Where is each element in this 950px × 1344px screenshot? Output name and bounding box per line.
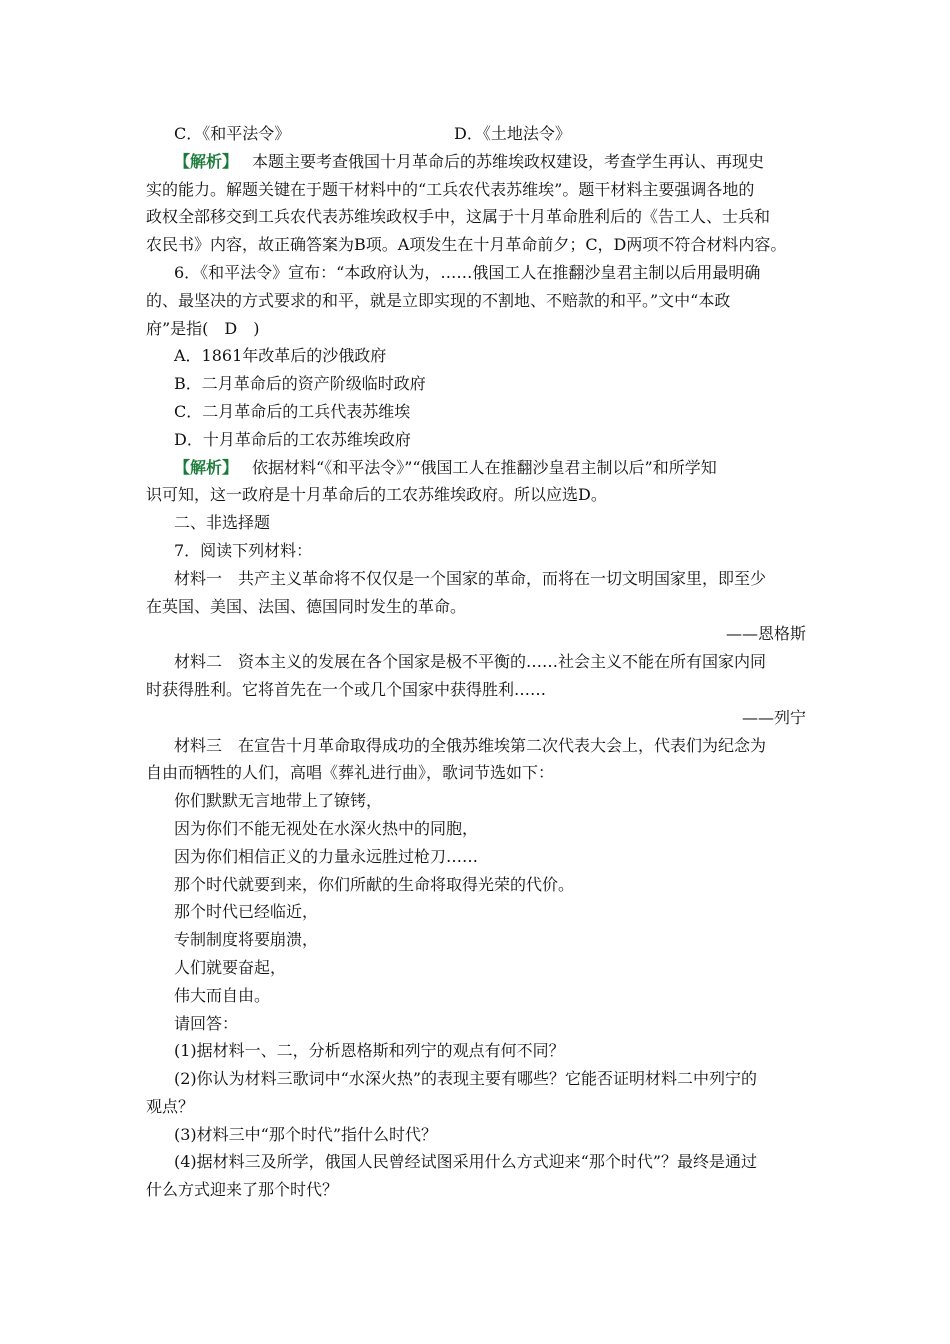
q6-analysis-line-1 xyxy=(146,454,806,482)
analysis-tag: 【解析】 xyxy=(174,457,239,477)
lyric-line: 你们默默无言地带上了镣铐， xyxy=(174,791,383,811)
q7-intro: 7．阅读下列材料： xyxy=(174,540,313,560)
material-2-source: ——列宁 xyxy=(741,707,806,727)
q5-option-d: D．《土地法令》 xyxy=(454,124,571,143)
material-3-line-2: 自由而牺牲的人们，高唱《葬礼进行曲》，歌词节选如下： xyxy=(146,763,555,783)
q7-question-4-line-1: (4)据材料三及所学，俄国人民曾经试图采用什么方式迎来“那个时代”？最终是通过 xyxy=(174,1152,758,1172)
q6-analysis-line-2: 识可知，这一政府是十月革命后的工农苏维埃政府。所以应选D。 xyxy=(146,485,607,505)
analysis-text: 本题主要考查俄国十月革命后的苏维埃政权建设，考查学生再认、再现史 xyxy=(252,151,765,171)
analysis-text: 依据材料“《和平法令》”“俄国工人在推翻沙皇君主制以后”和所学知 xyxy=(252,457,717,477)
document-page xyxy=(146,120,806,1204)
q5-analysis-line-4: 农民书》内容，故正确答案为B项。A项发生在十月革命前夕；C，D两项不符合材料内容。 xyxy=(146,235,787,255)
section-title: 二、非选择题 xyxy=(174,513,271,533)
lyric-line: 因为你们不能无视处在水深火热中的同胞， xyxy=(174,818,479,838)
q5-analysis-line-2: 实的能力。解题关键在于题干材料中的“工兵农代表苏维埃”。题干材料主要强调各地的 xyxy=(146,179,755,199)
lyric-line: 伟大而自由。 xyxy=(174,985,271,1005)
material-3-line-1: 材料三 在宣告十月革命取得成功的全俄苏维埃第二次代表大会上，代表们为纪念为 xyxy=(174,735,767,755)
material-1-line-2: 在英国、美国、法国、德国同时发生的革命。 xyxy=(146,596,467,616)
q7-question-2-line-2: 观点？ xyxy=(146,1096,195,1116)
q5-analysis-line-1 xyxy=(146,148,806,176)
q7-question-1: (1)据材料一、二，分析恩格斯和列宁的观点有何不同？ xyxy=(174,1041,565,1061)
material-1-source: ——恩格斯 xyxy=(725,624,806,644)
material-1-line-1: 材料一 共产主义革命将不仅仅是一个国家的革命，而将在一切文明国家里，即至少 xyxy=(174,568,767,588)
q7-question-2-line-1: (2)你认为材料三歌词中“水深火热”的表现主要有哪些？它能否证明材料二中列宁的 xyxy=(174,1069,758,1089)
q6-stem-line-3: 府”是指( D ) xyxy=(146,318,260,338)
lyric-line: 专制制度将要崩溃， xyxy=(174,930,319,950)
q6-option-b: B．二月革命后的资产阶级临时政府 xyxy=(174,374,426,394)
analysis-tag: 【解析】 xyxy=(174,151,239,171)
q5-option-c: C．《和平法令》 xyxy=(174,124,291,143)
material-2-line-2: 时获得胜利。它将首先在一个或几个国家中获得胜利…… xyxy=(146,679,547,699)
lyric-line: 人们就要奋起， xyxy=(174,957,287,977)
q6-stem-line-1: 6．《和平法令》宣布：“本政府认为，……俄国工人在推翻沙皇君主制以后用最明确 xyxy=(174,262,761,282)
q6-option-c: C．二月革命后的工兵代表苏维埃 xyxy=(174,401,411,421)
q6-stem-line-2: 的、最坚决的方式要求的和平，就是立即实现的不割地、不赔款的和平。”文中“本政 xyxy=(146,290,731,310)
q7-question-4-line-2: 什么方式迎来了那个时代？ xyxy=(146,1180,339,1200)
q7-ask: 请回答： xyxy=(174,1013,239,1033)
lyric-line: 那个时代已经临近， xyxy=(174,902,319,922)
q5-options-row xyxy=(146,120,806,148)
q6-option-d: D．十月革命后的工农苏维埃政府 xyxy=(174,429,411,449)
lyric-line: 那个时代就要到来，你们所献的生命将取得光荣的代价。 xyxy=(174,874,575,894)
lyric-line: 因为你们相信正义的力量永远胜过枪刀…… xyxy=(174,846,479,866)
material-2-line-1: 材料二 资本主义的发展在各个国家是极不平衡的……社会主义不能在所有国家内同 xyxy=(174,652,767,672)
q5-analysis-line-3: 政权全部移交到工兵农代表苏维埃政权手中，这属于十月革命胜利后的《告工人、士兵和 xyxy=(146,207,771,227)
q7-question-3: (3)材料三中“那个时代”指什么时代？ xyxy=(174,1124,438,1144)
q6-option-a: A．1861年改革后的沙俄政府 xyxy=(174,346,387,366)
